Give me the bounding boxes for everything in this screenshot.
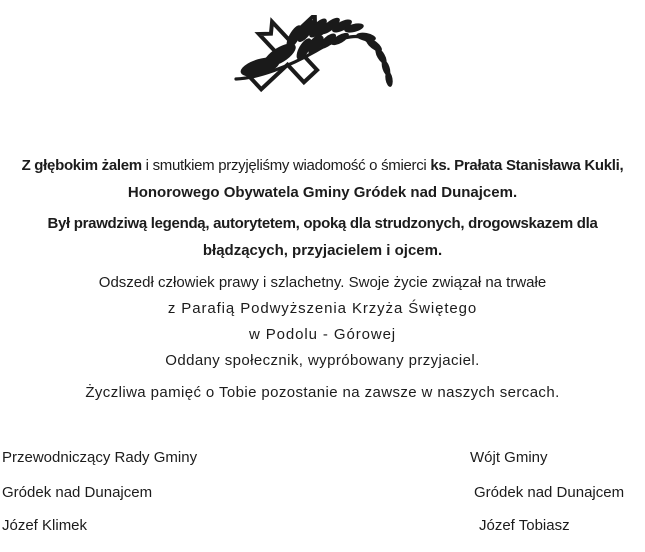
- devoted-line: Oddany społecznik, wypróbowany przyjaciel.: [165, 352, 480, 369]
- cross-and-palm-icon: [228, 15, 398, 93]
- right-signature-place: Gródek nad Dunajcem: [474, 484, 625, 501]
- tribute-line-2: błądzących, przyjacielem i ojcem.: [202, 242, 443, 259]
- intro-bold-end: ks. Prałata Stanisława Kukli,: [430, 157, 624, 174]
- left-signature-name: Józef Klimek: [2, 517, 88, 534]
- farewell-line-1: Odszedł człowiek prawy i szlachetny. Swoje życie związał na trwałe: [98, 274, 547, 291]
- right-signature-title: Wójt Gminy: [470, 449, 548, 466]
- right-signature-name: Józef Tobiasz: [479, 517, 570, 534]
- intro-regular-middle: i smutkiem przyjęliśmy wiadomość o śmierci: [141, 157, 431, 174]
- palm-branch-icon: [236, 15, 394, 87]
- farewell-line-2: z Parafią Podwyższenia Krzyża Świętego: [167, 300, 478, 317]
- memory-line: Życzliwa pamięć o Tobie pozostanie na zawsze w naszych sercach.: [85, 384, 560, 401]
- left-signature-title: Przewodniczący Rady Gminy: [2, 449, 198, 466]
- left-signature-place: Gródek nad Dunajcem: [2, 484, 153, 501]
- intro-bold-start: Z głębokim żalem: [21, 157, 142, 174]
- intro-line-2: Honorowego Obywatela Gminy Gródek nad Dunajcem.: [127, 184, 518, 201]
- intro-line-1: [0, 156, 645, 176]
- tribute-line-1: Był prawdziwą legendą, autorytetem, opoką dla strudzonych, drogowskazem dla: [47, 215, 598, 232]
- farewell-line-3: w Podolu - Górowej: [248, 326, 397, 343]
